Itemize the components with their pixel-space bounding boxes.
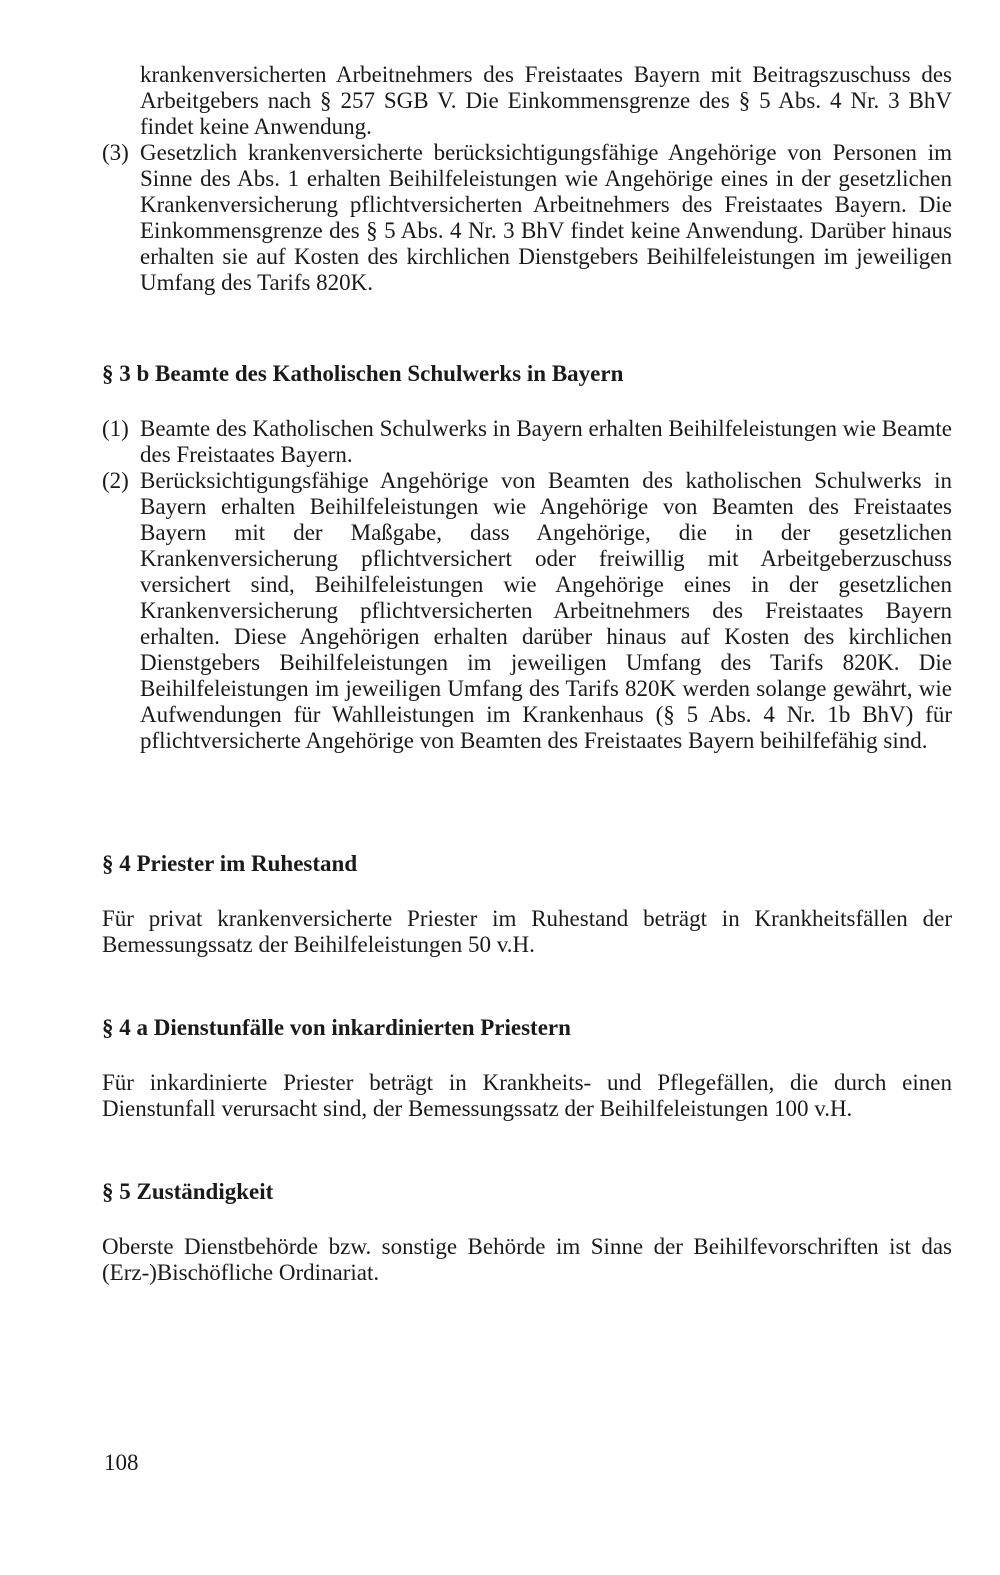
section-3a-item-3	[102, 140, 952, 296]
section-3b-body	[102, 416, 952, 754]
item-number: (3)	[102, 140, 129, 165]
section-3b-item-1	[102, 416, 952, 468]
section-3a-continuation	[102, 62, 952, 296]
item-number: (1)	[102, 416, 129, 441]
section-3b-item-2	[102, 468, 952, 754]
continuation-paragraph: krankenversicherten Arbeitnehmers des Freistaates Bayern mit Beitragszuschuss des Arbeitgebers nach § 257 SGB V. Die Einkommensgrenze des § 5 Abs. 4 Nr. 3 BhV findet keine Anwendung.	[140, 62, 952, 139]
item-text: Berücksichtigungsfähige Angehörige von Beamten des katholischen Schulwerks in Bayern erhalten Beihilfeleistungen wie Angehörige von Beamten des Freistaates Bayern mit der Maßgabe, dass Angehörige, die in der gesetzlichen Krankenversicherung pflichtversichert oder freiwillig mit Arbeitgeberzuschuss versichert sind, Beihilfeleistungen wie Angehörige eines in der gesetzlichen Krankenversicherung pflichtversicherten Arbeitnehmers des Freistaates Bayern erhalten. Diese Angehörigen erhalten darüber hinaus auf Kosten des kirchlichen Dienstgebers Beihilfeleistungen im jeweiligen Umfang des Tarifs 820K. Die Beihilfeleistungen im jeweiligen Umfang des Tarifs 820K werden solange gewährt, wie Aufwendungen für Wahlleistungen im Krankenhaus (§ 5 Abs. 4 Nr. 1b BhV) für pflichtversicherte Angehörige von Beamten des Freistaates Bayern beihilfefähig sind.	[140, 468, 952, 753]
section-4-heading: § 4 Priester im Ruhestand	[102, 851, 358, 876]
item-number: (2)	[102, 468, 129, 493]
section-4a-heading: § 4 a Dienstunfälle von inkardinierten Priestern	[102, 1015, 571, 1040]
section-5-paragraph: Oberste Dienstbehörde bzw. sonstige Behörde im Sinne der Beihilfevorschriften ist das (Erz-)Bischöfliche Ordinariat.	[102, 1234, 952, 1285]
section-5-heading: § 5 Zuständigkeit	[102, 1179, 274, 1204]
section-4-paragraph: Für privat krankenversicherte Priester im Ruhestand beträgt in Krankheitsfällen der Bemessungssatz der Beihilfeleistungen 50 v.H.	[102, 906, 952, 957]
section-3b-heading: § 3 b Beamte des Katholischen Schulwerks in Bayern	[102, 361, 624, 386]
item-text: Gesetzlich krankenversicherte berücksichtigungsfähige Angehörige von Personen im Sinne des Abs. 1 erhalten Beihilfeleistungen wie Angehörige eines in der gesetzlichen Krankenversicherung pflichtversicherten Arbeitnehmers des Freistaates Bayern. Die Einkommensgrenze des § 5 Abs. 4 Nr. 3 BhV findet keine Anwendung. Darüber hinaus erhalten sie auf Kosten des kirchlichen Dienstgebers Beihilfeleistungen im jeweiligen Umfang des Tarifs 820K.	[140, 140, 952, 295]
page-number: 108	[104, 1450, 139, 1475]
item-text: Beamte des Katholischen Schulwerks in Bayern erhalten Beihilfeleistungen wie Beamte des Freistaates Bayern.	[140, 416, 952, 467]
section-4a-paragraph: Für inkardinierte Priester beträgt in Krankheits- und Pflegefällen, die durch einen Dienstunfall verursacht sind, der Bemessungssatz der Beihilfeleistungen 100 v.H.	[102, 1070, 952, 1121]
